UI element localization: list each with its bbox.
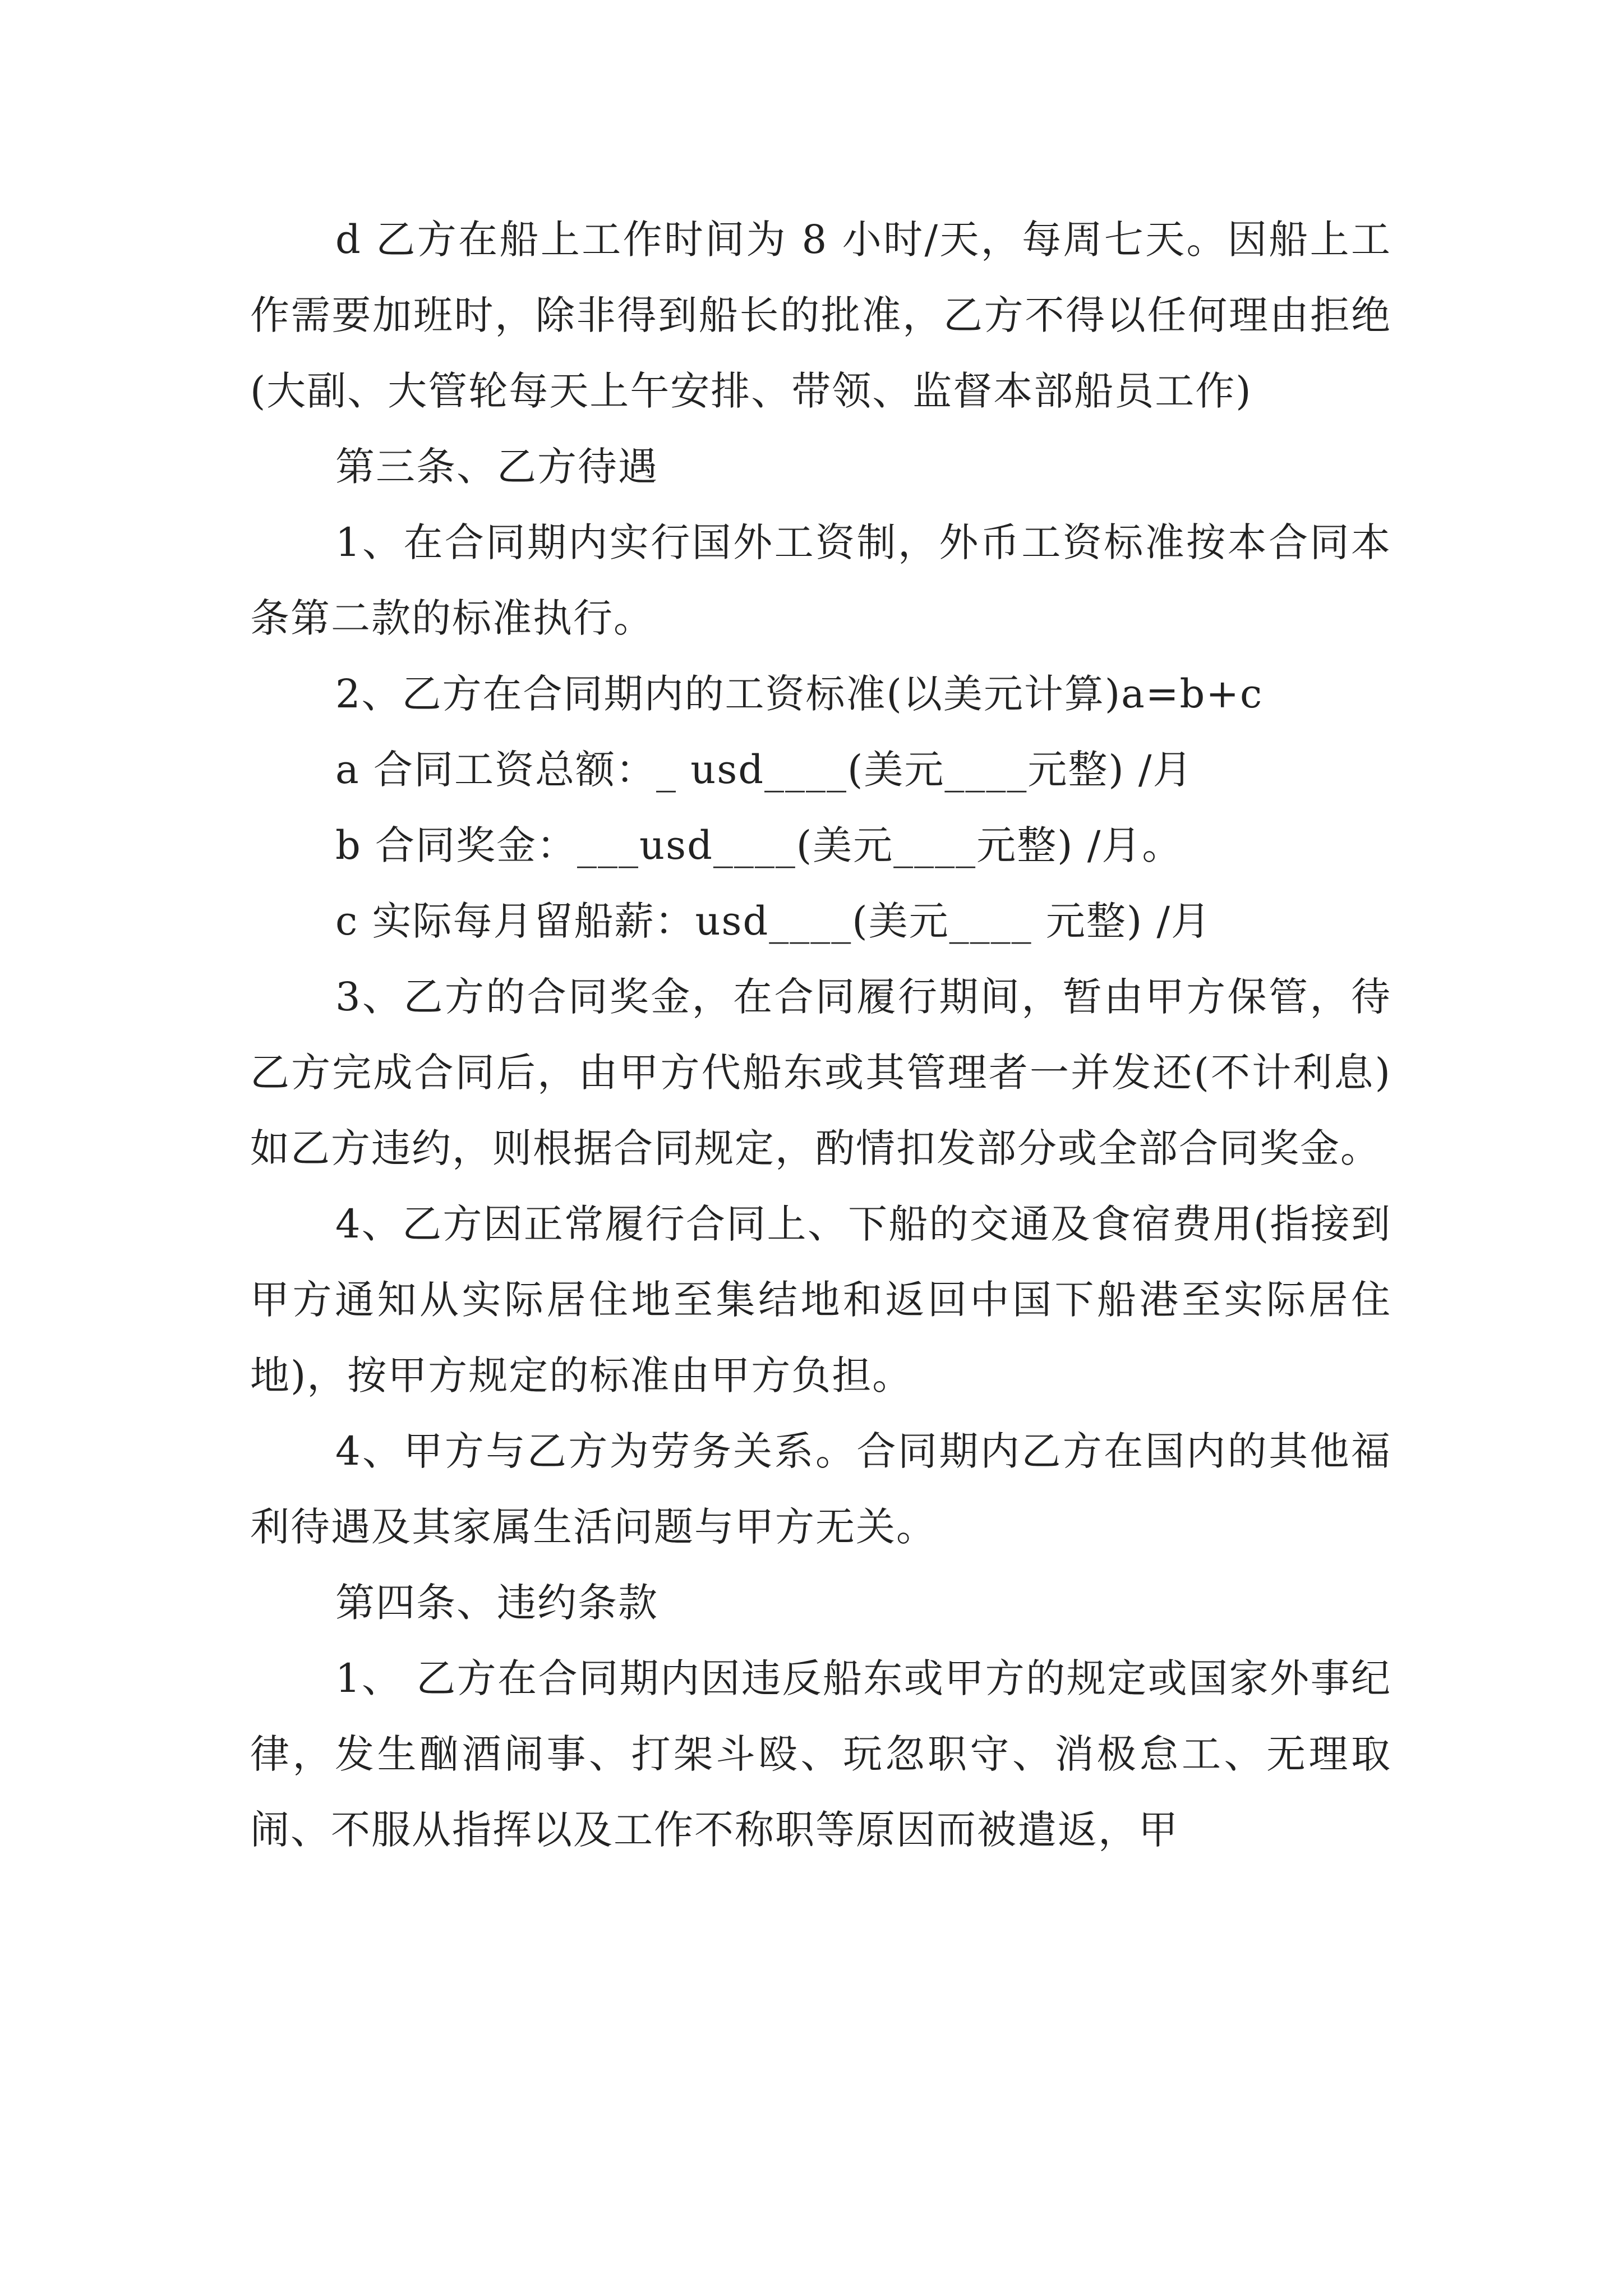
contract-body [250, 202, 1391, 1868]
paragraph-travel-expenses: 4、乙方因正常履行合同上、下船的交通及食宿费用(指接到甲方通知从实际居住地至集结地和返回中国下船港至实际居住地)，按甲方规定的标准由甲方负担。 [250, 1201, 1391, 1398]
paragraph-labor-relationship: 4、甲方与乙方为劳务关系。合同期内乙方在国内的其他福利待遇及其家属生活问题与甲方无关。 [250, 1428, 1391, 1550]
paragraph-wage-standard: 2、乙方在合同期内的工资标准(以美元计算)a=b+c [335, 671, 1264, 717]
paragraph-bonus-custody: 3、乙方的合同奖金，在合同履行期间，暂由甲方保管，待乙方完成合同后，由甲方代船东或其管理者一并发还(不计利息)如乙方违约，则根据合同规定，酌情扣发部分或全部合同奖金。 [250, 974, 1391, 1171]
paragraph-wage-system: 1、在合同期内实行国外工资制，外币工资标准按本合同本条第二款的标准执行。 [250, 519, 1391, 641]
paragraph-onboard-pay: c 实际每月留船薪：usd____(美元____ 元整) /月 [335, 898, 1211, 944]
paragraph-contract-bonus: b 合同奖金：___usd____(美元____元整) /月。 [335, 822, 1183, 868]
section-heading-article-4: 第四条、违约条款 [335, 1580, 658, 1626]
section-heading-article-3: 第三条、乙方待遇 [335, 444, 658, 490]
paragraph-working-hours: d 乙方在船上工作时间为 8 小时/天，每周七天。因船上工作需要加班时，除非得到船长的批准，乙方不得以任何理由拒绝(大副、大管轮每天上午安排、带领、监督本部船员工作) [250, 217, 1391, 414]
paragraph-breach-terms: 1、 乙方在合同期内因违反船东或甲方的规定或国家外事纪律，发生酗酒闹事、打架斗殴、玩忽职守、消极怠工、无理取闹、不服从指挥以及工作不称职等原因而被遣返，甲 [250, 1655, 1391, 1853]
paragraph-total-contract-wage: a 合同工资总额：_ usd____(美元____元整) /月 [335, 747, 1193, 793]
